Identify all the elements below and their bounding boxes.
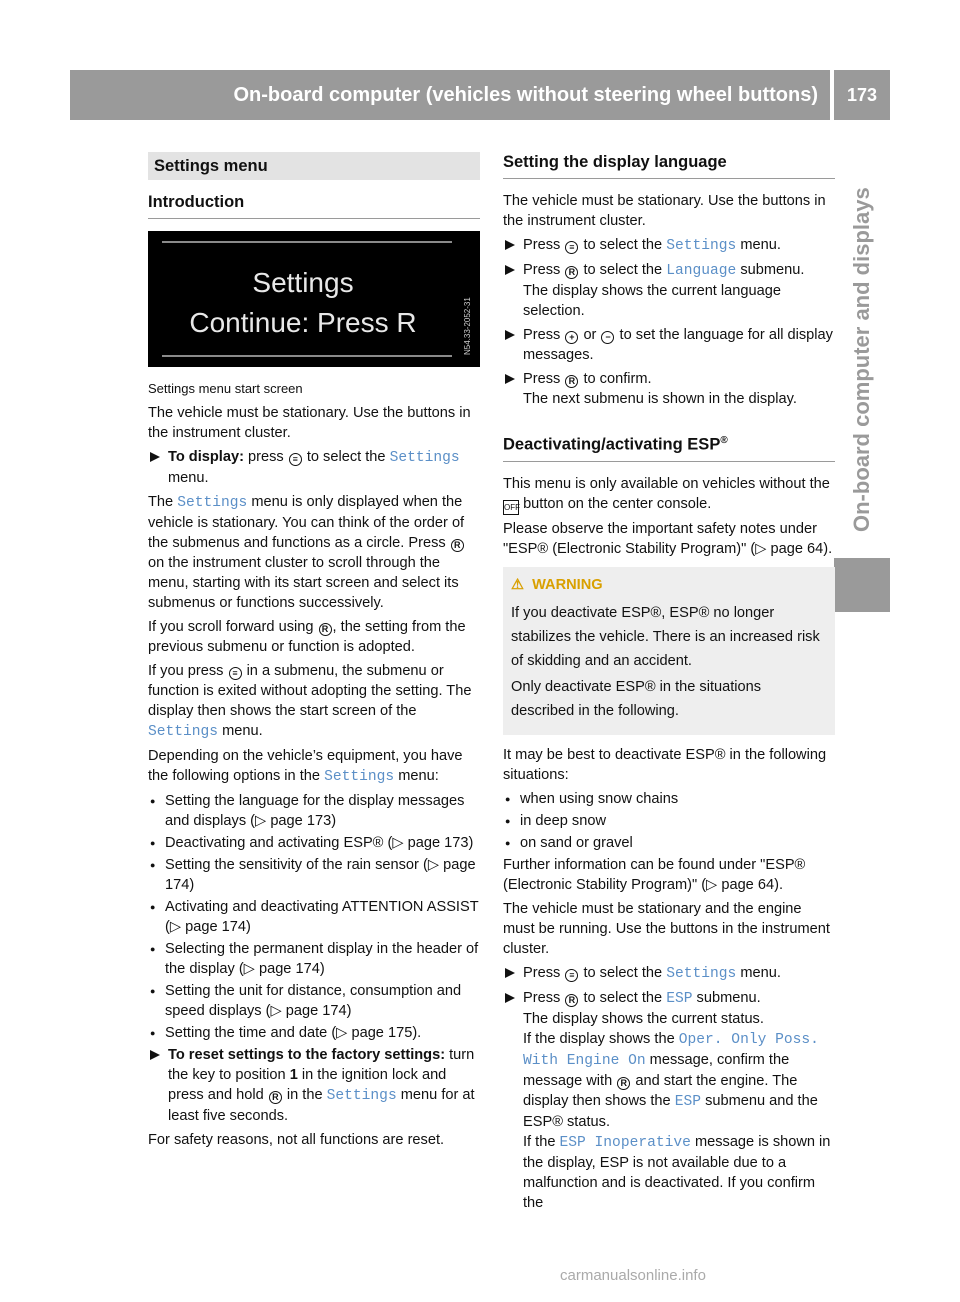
plus-button-icon: + (565, 331, 578, 344)
page-header-bar (70, 70, 830, 120)
paragraph: The Settings menu is only displayed when the vehicle is stationary. You can think of the order of the submenus and functions as a circle. Press R on the instrument cluster to scroll through the menu, starting with its start screen and select its submenus or functions successively. (148, 494, 465, 611)
section-band: Settings menu (148, 152, 480, 180)
paragraph: If you press ≡ in a submenu, the submenu or function is exited without adopting the setting. The display then shows the start screen of the Settings menu. (148, 663, 472, 740)
r-button-icon: R (565, 994, 578, 1007)
paragraph: Please observe the important safety notes under "ESP® (Electronic Stability Program)" (▷ page 64). (503, 520, 833, 557)
r-button-icon: R (319, 623, 332, 636)
screen-line-bottom (162, 355, 452, 357)
display-term: Settings (666, 965, 737, 982)
display-term: Settings (177, 495, 248, 511)
screen-text-continue: Continue: Press R (189, 307, 417, 338)
display-term: Settings (324, 769, 395, 785)
menu-button-icon: ≡ (565, 969, 578, 982)
display-term: Settings (148, 724, 219, 740)
paragraph: This menu is only available on vehicles without the OFF button on the center console. (503, 474, 835, 515)
list-item: ● Deactivating and activating ESP® (▷ page 173) (148, 833, 480, 853)
page-number: 173 (834, 70, 890, 120)
list-item: ● Activating and deactivating ATTENTION ASSIST (▷ page 174) (148, 897, 480, 937)
display-term: Settings (389, 450, 460, 466)
left-column (148, 152, 480, 1154)
list-item: ● Setting the unit for distance, consumption and speed displays (▷ page 174) (148, 981, 480, 1021)
r-button-icon: R (451, 539, 464, 552)
figure-code: N54.33-2052-31 (463, 297, 472, 355)
display-term: ESP (666, 990, 693, 1007)
display-term: Language (666, 263, 737, 279)
paragraph: The vehicle must be stationary. Use the buttons in the instrument cluster. (148, 405, 471, 441)
watermark: carmanualsonline.info (560, 1267, 706, 1284)
r-button-icon: R (565, 266, 578, 279)
step: Press R to confirm. The next submenu is shown in the display. (503, 369, 835, 409)
r-button-icon: R (269, 1091, 282, 1104)
list-item: ● Setting the sensitivity of the rain sensor (▷ page 174) (148, 855, 480, 895)
minus-button-icon: − (601, 331, 614, 344)
side-tab-label: On-board computer and displays (849, 187, 874, 532)
display-term: Oper. Only Poss. With Engine On (523, 1031, 819, 1069)
menu-button-icon: ≡ (229, 667, 242, 680)
list-item: ● Setting the time and date (▷ page 175). (148, 1023, 480, 1043)
list-item: ● when using snow chains (503, 789, 835, 809)
step-reset: To reset settings to the factory settings: turn the key to position 1 in the ignition lock and press and hold R in the Settings menu for at least five seconds. (148, 1045, 480, 1126)
paragraph: For safety reasons, not all functions are reset. (148, 1132, 445, 1148)
heading-esp: Deactivating/activating ESP® (503, 431, 835, 462)
menu-button-icon: ≡ (565, 241, 578, 254)
display-term: ESP (674, 1093, 701, 1110)
esp-off-icon: OFF (503, 500, 519, 515)
step: Press R to select the ESP submenu. The display shows the current status. If the display shows the Oper. Only Poss. With Engine On message, confirm the message with R and start the engine. The display then shows the ESP submenu and the ESP® status. If the ESP Inoperative message is shown in the display, ESP is not available due to a malfunction and is deactivated. If you confirm the (503, 988, 835, 1213)
warning-text: Only deactivate ESP® in the situations described in the following. (511, 678, 762, 719)
step: Press + or − to set the language for all display messages. (503, 325, 835, 365)
warning-box (503, 567, 835, 735)
side-tab-marker (834, 558, 890, 612)
display-term: ESP Inoperative (559, 1134, 691, 1151)
step: Press R to select the Language submenu. The display shows the current language selection. (503, 260, 835, 321)
paragraph: Further information can be found under "ESP® (Electronic Stability Program)" (▷ page 64). (503, 856, 806, 893)
display-term: Settings (666, 238, 737, 254)
r-button-icon: R (565, 375, 578, 388)
step-display: To display: press ≡ to select the Settings menu. (148, 447, 480, 488)
display-term: Settings (326, 1088, 397, 1104)
screen-text-settings: Settings (252, 267, 354, 298)
list-item: ● in deep snow (503, 811, 835, 831)
screen-line-top (162, 241, 452, 243)
step: Press ≡ to select the Settings menu. (503, 235, 835, 256)
heading-display-language: Setting the display language (503, 152, 835, 179)
list-item: ● Setting the language for the display messages and displays (▷ page 173) (148, 791, 480, 831)
paragraph: If you scroll forward using R , the setting from the previous submenu or function is adopted. (148, 619, 466, 655)
list-item: ● on sand or gravel (503, 833, 835, 853)
warning-triangle-icon: ⚠ (511, 576, 525, 593)
step: Press ≡ to select the Settings menu. (503, 963, 835, 984)
right-column (503, 152, 835, 1217)
menu-button-icon: ≡ (289, 453, 302, 466)
warning-title: ⚠ WARNING (511, 576, 603, 593)
heading-introduction: Introduction (148, 192, 480, 219)
list-item: ● Selecting the permanent display in the header of the display (▷ page 174) (148, 939, 480, 979)
display-screenshot (148, 231, 480, 367)
warning-text: If you deactivate ESP®, ESP® no longer stabilizes the vehicle. There is an increased risk of skidding and an accident. (511, 604, 820, 669)
paragraph: The vehicle must be stationary. Use the buttons in the instrument cluster. (503, 193, 826, 229)
paragraph: Depending on the vehicle’s equipment, you have the following options in the Settings menu: (148, 748, 463, 785)
page-header-title: On-board computer (vehicles without steering wheel buttons) (233, 84, 818, 106)
paragraph: It may be best to deactivate ESP® in the following situations: (503, 746, 827, 783)
r-button-icon: R (617, 1077, 630, 1090)
figure-caption: Settings menu start screen (148, 381, 303, 396)
paragraph: The vehicle must be stationary and the engine must be running. Use the buttons in the instrument cluster. (503, 900, 830, 957)
